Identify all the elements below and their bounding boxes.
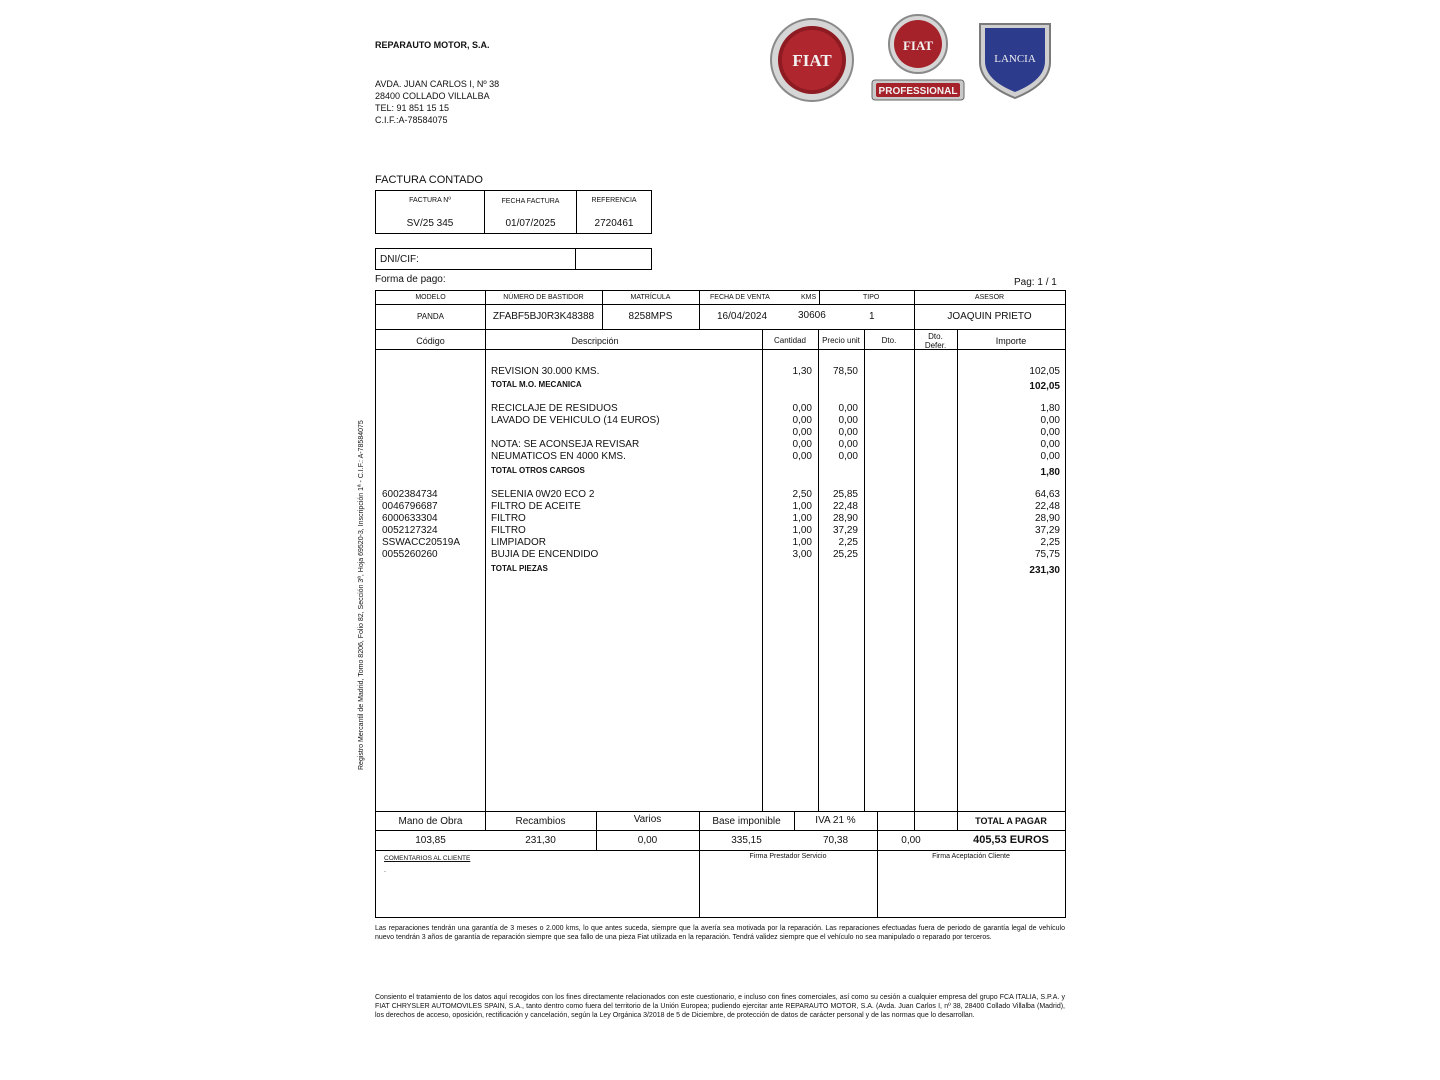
line-quantity: 0,00 [792,415,812,426]
type-value: 1 [869,311,875,322]
type-header: TIPO [863,294,880,301]
line-quantity: 1,00 [792,501,812,512]
line-quantity: 0,00 [792,403,812,414]
invoice-table [375,290,1066,918]
section-total-label: TOTAL PIEZAS [491,564,548,573]
line-unit-price: 22,48 [832,501,858,512]
line-amount: 0,00 [1040,415,1060,426]
line-unit-price: 2,25 [838,537,858,548]
sale-date-header: FECHA DE VENTA [710,294,770,301]
line-description: NOTA: SE ACONSEJA REVISAR [491,439,640,450]
line-amount: 102,05 [1029,366,1060,377]
model-header: MODELO [415,294,446,301]
extra-amount: 0,00 [901,835,921,846]
vat-header: IVA 21 % [815,815,856,826]
divider [914,811,915,830]
vat-amount: 70,38 [822,835,849,846]
line-quantity: 0,00 [792,451,812,462]
line-description: NEUMATICOS EN 4000 KMS. [491,451,626,462]
reference-label: REFERENCIA [591,197,637,204]
line-quantity: 1,00 [792,525,812,536]
labor-header: Mano de Obra [398,816,463,827]
divider [376,850,1065,851]
plate-value: 8258MPS [628,311,673,322]
line-amount: 22,48 [1034,501,1060,512]
line-unit-price: 28,90 [832,513,858,524]
line-amount: 1,80 [1040,403,1060,414]
plate-header: MATRÍCULA [630,294,671,301]
brand-logos [770,14,1060,106]
warranty-terms: Las reparaciones tendrán una garantía de 3 meses o 2.000 kms, lo que antes suceda, siempre que la avería sea motivada por la reparación. Las reparaciones efectuadas fuera de periodo de garantía legal de vehículo nuevo tendrán 3 años de garantía de reparación siempre que sea fallo de una pieza Fiat utilizada en la reparación. Tendrá validez siempre que el vehículo no sea manipulado o reparado por terceros. [375,925,1065,941]
total-due-header: TOTAL A PAGAR [975,816,1047,826]
section-total-amount: 231,30 [1029,565,1060,576]
divider [376,304,1065,305]
page-number: Pag: 1 / 1 [1014,277,1057,288]
cif-line: C.I.F.:A-78584075 [375,115,448,125]
section-total-label: TOTAL OTROS CARGOS [491,466,585,475]
tax-base-total: 335,15 [731,835,762,846]
data-protection-consent: Consiento el tratamiento de los datos aquí recogidos con los fines directamente relacionados con este cuestionario, e incluso con fines comerciales, así como su cesión a cualquier empresa del grupo FCA ITALIA, S.P.A. y FIAT CHRYSLER AUTOMOVILES SPAIN, S.A., tanto dentro como fuera del territorio de la Unión Europea; pudiendo ejercitar ante REPARAUTO MOTOR, S.A. (Avda. Juan Carlos I, nº 38, 28400 Collado Villalba (Madrid), los derechos de acceso, oposición, rectificación y cancelación, según la Ley Orgánica 3/2018 de 5 de Diciembre, de protección de datos de carácter personal y de las normas que lo desarrollan. [375,994,1065,1019]
line-quantity: 1,30 [792,366,812,377]
section-total-amount: 102,05 [1029,381,1060,392]
divider [485,329,486,830]
total-due: 405,53 EUROS [973,834,1049,846]
line-description: LAVADO DE VEHICULO (14 EUROS) [491,415,660,426]
invoice-info-box [375,190,652,234]
fiat-professional-logo [872,15,964,100]
divider [762,329,763,811]
line-quantity: 2,50 [792,489,812,500]
line-amount: 0,00 [1040,439,1060,450]
line-unit-price: 0,00 [838,415,858,426]
line-description: REVISION 30.000 KMS. [491,366,600,377]
unit-price-header: Precio unit [822,336,860,345]
invoice-number-label: FACTURA Nº [409,197,451,204]
divider [877,811,878,917]
section-total-label: TOTAL M.O. MECANICA [491,380,582,389]
line-unit-price: 0,00 [838,427,858,438]
parts-total: 231,30 [525,835,556,846]
sale-date-value: 16/04/2024 [717,311,768,322]
fiat-logo [771,19,853,101]
line-unit-price: 78,50 [832,366,858,377]
amount-header: Importe [995,336,1027,346]
line-unit-price: 0,00 [838,439,858,450]
line-description: SELENIA 0W20 ECO 2 [491,489,595,500]
company-address [375,78,499,126]
company-name: REPARAUTO MOTOR, S.A. [375,40,490,50]
document-type: FACTURA CONTADO [375,174,483,186]
divider [376,349,1065,350]
line-description: FILTRO DE ACEITE [491,501,581,512]
comments-label: COMENTARIOS AL CLIENTE [384,855,471,862]
line-amount: 37,29 [1034,525,1060,536]
invoice-number: SV/25 345 [406,218,454,229]
deferred-discount-header [914,332,957,350]
line-quantity: 0,00 [792,427,812,438]
kms-value: 30606 [798,310,826,321]
phone-line: TEL: 91 851 15 15 [375,103,450,113]
line-unit-price: 25,25 [832,549,858,560]
registry-info: Registro Mercantil de Madrid, Tomo 8206, Folio 82, Sección 3ª, Hoja 69520-3, Inscripción 1ª - C.I.F.: A-78584075 [358,420,365,770]
line-code: SSWACC20519A [382,537,460,548]
divider [376,811,1065,812]
line-amount: 0,00 [1040,427,1060,438]
lancia-logo [980,24,1050,98]
reference-cell [577,191,651,233]
svg-text:FIAT: FIAT [792,51,832,70]
misc-header: Varios [633,814,662,825]
divider [864,329,865,811]
divider [376,830,1065,831]
line-code: 0052127324 [382,525,438,536]
reference-number: 2720461 [594,218,634,229]
line-quantity: 1,00 [792,513,812,524]
advisor-header: ASESOR [974,294,1005,301]
svg-text:PROFESSIONAL: PROFESSIONAL [878,86,958,97]
line-amount: 75,75 [1034,549,1060,560]
advisor-value: JOAQUIN PRIETO [947,311,1032,322]
address-line: AVDA. JUAN CARLOS I, Nº 38 [375,79,500,89]
line-code: 6002384734 [382,489,438,500]
dni-label: DNI/CIF: [380,254,419,265]
section-total-amount: 1,80 [1040,467,1060,478]
address-line: 28400 COLLADO VILLALBA [375,91,490,101]
line-amount: 0,00 [1040,451,1060,462]
payment-method-label: Forma de pago: [375,274,446,285]
tax-base-header: Base imponible [712,816,781,827]
divider [818,329,819,811]
discount-header: Dto. [881,336,897,345]
line-amount: 2,25 [1040,537,1060,548]
line-description: BUJIA DE ENCENDIDO [491,549,599,560]
line-amount: 28,90 [1034,513,1060,524]
line-code: 0046796687 [382,501,438,512]
dni-box [375,248,652,270]
code-header: Código [416,336,445,346]
invoice-date-cell [485,191,577,233]
line-unit-price: 0,00 [838,451,858,462]
deferred-discount-line1: Dto. [928,332,943,341]
invoice-date-label: FECHA FACTURA [501,198,560,205]
parts-header: Recambios [515,816,566,827]
line-code: 0055260260 [382,549,438,560]
divider [376,329,1065,330]
line-quantity: 1,00 [792,537,812,548]
line-unit-price: 37,29 [832,525,858,536]
client-signature-label: Firma Aceptación Cliente [932,853,1010,860]
line-unit-price: 25,85 [832,489,858,500]
line-unit-price: 0,00 [838,403,858,414]
misc-total: 0,00 [637,835,658,846]
line-quantity: 3,00 [792,549,812,560]
comments-text: . [384,867,386,874]
kms-header: KMS [801,294,817,301]
labor-total: 103,85 [415,835,446,846]
quantity-header: Cantidad [773,336,807,345]
line-description: FILTRO [491,525,526,536]
svg-text:LANCIA: LANCIA [994,53,1036,65]
provider-signature-label: Firma Prestador Servicio [749,853,827,860]
line-quantity: 0,00 [792,439,812,450]
line-description: LIMPIADOR [491,537,547,548]
vin-value: ZFABF5BJ0R3K48388 [492,311,595,322]
divider [914,329,915,811]
svg-text:FIAT: FIAT [902,38,934,53]
line-description: RECICLAJE DE RESIDUOS [491,403,618,414]
description-header: Descripción [571,336,619,346]
deferred-discount-line2: Defer. [924,341,947,350]
vin-header: NÚMERO DE BASTIDOR [503,294,584,301]
dni-divider [575,249,576,269]
invoice-number-cell [376,191,485,233]
line-description: FILTRO [491,513,526,524]
model-value: PANDA [417,312,444,321]
line-amount: 64,63 [1034,489,1060,500]
divider [819,291,820,304]
line-code: 6000633304 [382,513,438,524]
invoice-date: 01/07/2025 [505,218,556,229]
divider [699,291,700,329]
